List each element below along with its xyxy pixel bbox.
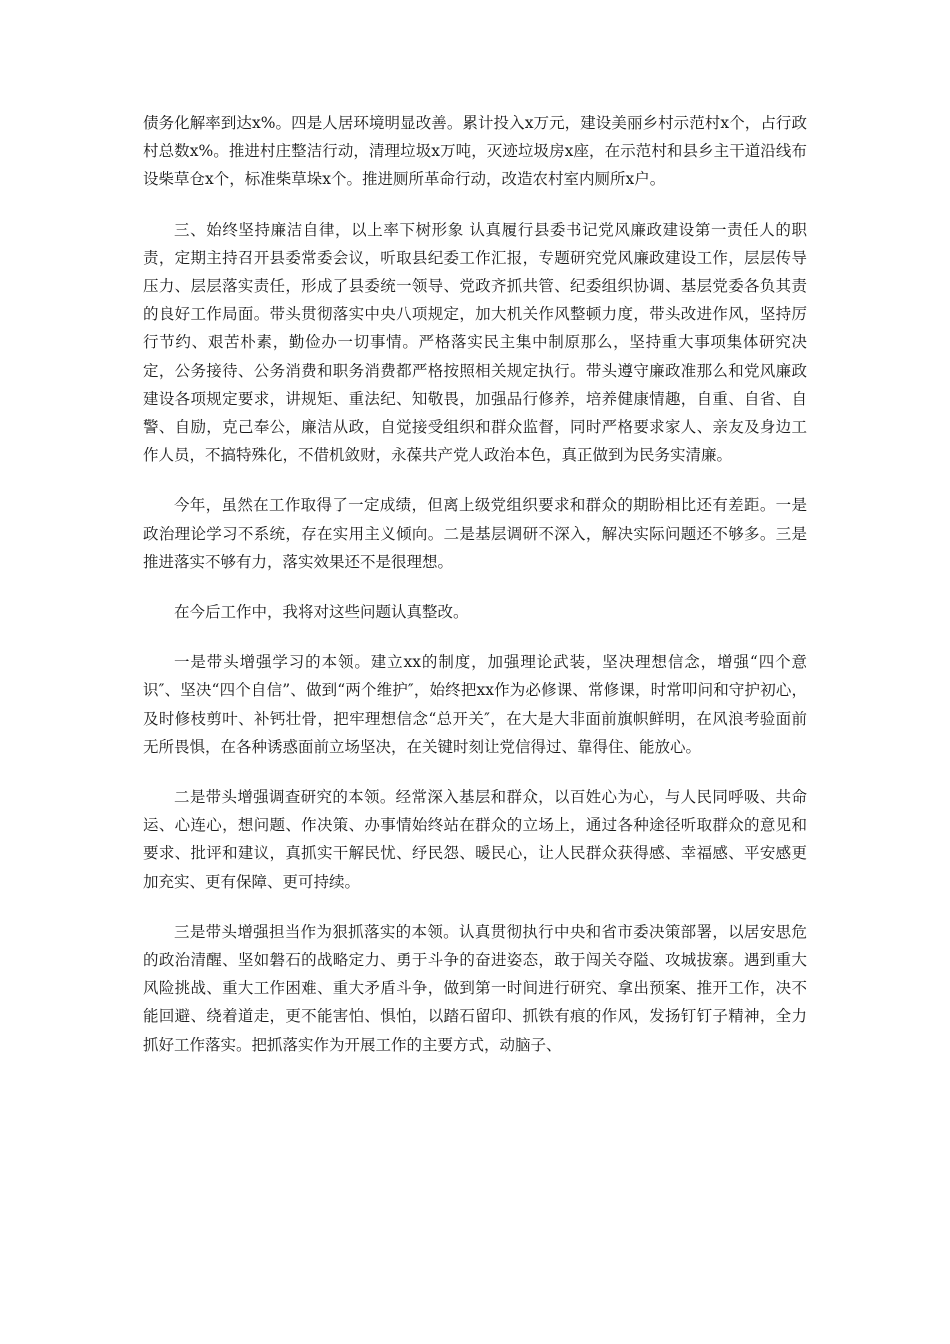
paragraph-research-ability: 二是带头增强调查研究的本领。经常深入基层和群众，以百姓心为心，与人民同呼吸、共命运、心连心，想问题、作决策、办事情始终站在群众的立场上，通过各种途径听取群众的意见和要求、批评和建议，真抓实干解民忧、纾民怨、暖民心，让人民群众获得感、幸福感、平安感更加充实、更有保障、更可持续。 [143,788,807,891]
paragraph-implementation-ability: 三是带头增强担当作为狠抓落实的本领。认真贯彻执行中央和省市委决策部署，以居安思危的政治清醒、坚如磐石的战略定力、勇于斗争的奋进姿态，敢于闯关夺隘、攻城拔寨。遇到重大风险挑战、重大工作困难、重大矛盾斗争，做到第一时间进行研究、拿出预案、推开工作，决不能回避、绕着道走，更不能害怕、惧怕，以踏石留印、抓铁有痕的作风，发扬钉钉子精神，全力抓好工作落实。把抓落实作为开展工作的主要方式，动脑子、 [143,922,807,1054]
document-body [143,109,807,1081]
paragraph-study-ability: 一是带头增强学习的本领。建立xx的制度，加强理论武装，坚决理想信念，增强“四个意识″、坚决“四个自信”、做到“两个维护″，始终把xx作为必修课、常修课，时常叩问和守护初心，及时修枝剪叶、补钙壮骨，把牢理想信念“总开关″，在大是大非面前旗帜鲜明，在风浪考验面前无所畏惧，在各种诱惑面前立场坚决，在关键时刻让党信得过、靠得住、能放心。 [143,653,807,756]
paragraph-rectification-intro: 在今后工作中，我将对这些问题认真整改。 [174,603,469,622]
paragraph-shortcomings: 今年，虽然在工作取得了一定成绩，但离上级党组织要求和群众的期盼相比还有差距。一是政治理论学习不系统，存在实用主义倾向。二是基层调研不深入，解决实际问题还不够多。三是推进落实不够有力，落实效果还不是很理想。 [143,496,807,571]
paragraph-continuation: 债务化解率到达x%。四是人居环境明显改善。累计投入x万元，建设美丽乡村示范村x个，占行政村总数x%。推进村庄整洁行动，清理垃圾x万吨，灭迹垃圾房x座，在示范村和县乡主干道沿线布设柴草仓x个，标准柴草垛x个。推进厕所革命行动，改造农村室内厕所x户。 [143,114,807,189]
paragraph-section-three: 三、始终坚持廉洁自律，以上率下树形象 认真履行县委书记党风廉政建设第一责任人的职责，定期主持召开县委常委会议，听取县纪委工作汇报，专题研究党风廉政建设工作，层层传导压力、层层落实责任，形成了县委统一领导、党政齐抓共管、纪委组织协调、基层党委各负其责的良好工作局面。带头贯彻落实中央八项规定，加大机关作风整顿力度，带头改进作风，坚持厉行节约、艰苦朴素，勤俭办一切事情。严格落实民主集中制原那么，坚持重大事项集体研究决定，公务接待、公务消费和职务消费都严格按照相关规定执行。带头遵守廉政准那么和党风廉政建设各项规定要求，讲规矩、重法纪、知敬畏，加强品行修养，培养健康情趣，自重、自省、自警、自励，克己奉公，廉洁从政，自觉接受组织和群众监督，同时严格要求家人、亲友及身边工作人员，不搞特殊化，不借机敛财，永葆共产党人政治本色，真正做到为民务实清廉。 [143,220,807,465]
